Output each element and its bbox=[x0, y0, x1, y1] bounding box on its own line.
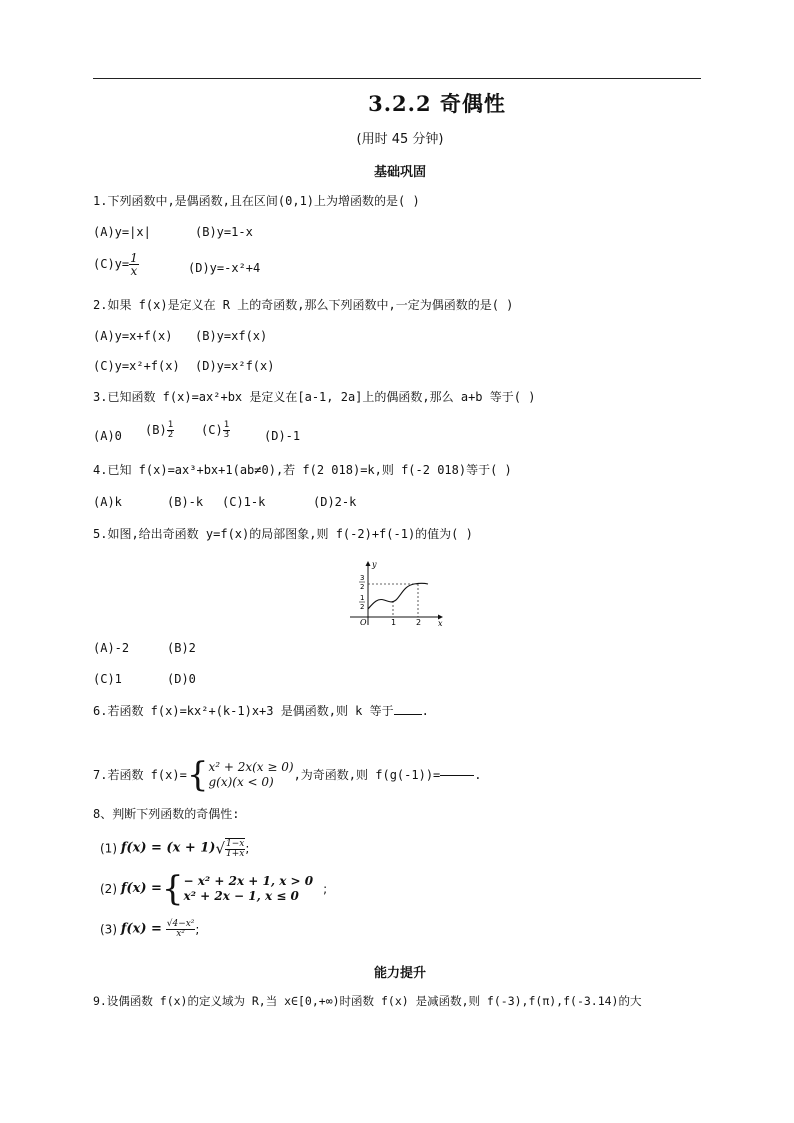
q2-option-c: (C)y=x²+f(x) bbox=[93, 359, 180, 373]
q9-stem: 9.设偶函数 f(x)的定义域为 R,当 x∈[0,+∞)时函数 f(x) 是减函数,则 f(-3),f(π),f(-3.14)的大 bbox=[93, 994, 642, 1008]
q5-option-b: (B)2 bbox=[167, 641, 196, 655]
q3-b-denominator: 2 bbox=[167, 430, 174, 440]
q1-option-c-fraction bbox=[129, 252, 139, 277]
q5-stem: 5.如图,给出奇函数 y=f(x)的局部图象,则 f(-2)+f(-1)的值为( ) bbox=[93, 527, 473, 541]
x-tick-one: 1 bbox=[391, 618, 397, 627]
q8-part-1-lhs: f(x) = (x + 1) bbox=[120, 840, 216, 856]
q3-option-b-label: (B) bbox=[145, 423, 167, 437]
q3-c-numerator: 1 bbox=[223, 420, 230, 430]
q8-part-2-end: ; bbox=[323, 882, 328, 896]
q1-option-c bbox=[93, 252, 139, 277]
q7-prefix: 7.若函数 f(x)= bbox=[93, 768, 187, 782]
q3-option-d: (D)-1 bbox=[264, 429, 301, 443]
q4-option-a: (A)k bbox=[93, 495, 122, 509]
q1-option-a: (A)y=|x| bbox=[93, 225, 151, 239]
q3-b-fraction bbox=[167, 421, 174, 440]
q7-middle: ,为奇函数,则 f(g(-1))= bbox=[293, 768, 441, 782]
q8-part-1 bbox=[100, 838, 249, 859]
q8-part-3-fraction bbox=[166, 920, 196, 939]
q6-line bbox=[93, 703, 429, 719]
q8-part-2-case-2: x² + 2x − 1, x ≤ 0 bbox=[183, 889, 299, 903]
q7-line bbox=[93, 755, 482, 795]
q8-part-2-case-1: − x² + 2x + 1, x > 0 bbox=[183, 874, 314, 888]
origin-label: O bbox=[360, 618, 367, 627]
q4-stem: 4.已知 f(x)=ax³+bx+1(ab≠0),若 f(2 018)=k,则 f(-2 018)等于( ) bbox=[93, 463, 512, 477]
q6-stem: 6.若函数 f(x)=kx²+(k-1)x+3 是偶函数,则 k 等于 bbox=[93, 704, 394, 718]
q7-case-1: x² + 2x(x ≥ 0) bbox=[208, 760, 294, 774]
q3-b-numerator: 1 bbox=[167, 420, 174, 430]
y-tick-low-numerator: 1 bbox=[360, 594, 365, 602]
q8-part-2-lhs: f(x) = bbox=[120, 881, 162, 896]
header-rule bbox=[93, 78, 701, 79]
q8-part-2-cases bbox=[184, 874, 314, 904]
q4-option-b: (B)-k bbox=[167, 495, 204, 509]
q8-part-1-numerator: 1−x bbox=[226, 839, 245, 849]
q8-part-3-numerator: √4−x² bbox=[166, 919, 195, 929]
x-axis-label: x bbox=[438, 619, 443, 628]
y-tick-top-numerator: 3 bbox=[360, 574, 365, 582]
time-note: (用时 45 分钟) bbox=[356, 132, 444, 147]
q3-c-fraction bbox=[223, 421, 230, 440]
q4-option-d: (D)2-k bbox=[313, 495, 357, 509]
function-curve bbox=[368, 583, 428, 609]
q2-option-b: (B)y=xf(x) bbox=[195, 329, 268, 343]
q5-function-graph bbox=[338, 558, 450, 628]
q8-part-1-label: (1) bbox=[100, 841, 117, 856]
q8-stem: 8、判断下列函数的奇偶性: bbox=[93, 807, 240, 821]
y-tick-top-denominator: 2 bbox=[360, 583, 365, 591]
q7-answer-blank bbox=[440, 775, 474, 776]
q1-c-numerator: 1 bbox=[130, 251, 138, 265]
q8-part-2-brace: { bbox=[161, 869, 184, 909]
q3-option-c bbox=[201, 421, 230, 440]
q8-part-2-label: (2) bbox=[100, 882, 117, 896]
q8-part-3-end: ; bbox=[195, 922, 200, 937]
q8-part-3-denominator: x² bbox=[176, 929, 185, 939]
x-tick-two: 2 bbox=[416, 618, 422, 627]
q1-stem: 1.下列函数中,是偶函数,且在区间(0,1)上为增函数的是( ) bbox=[93, 194, 420, 208]
q8-part-1-radical: √ bbox=[215, 839, 226, 858]
q4-option-c: (C)1-k bbox=[222, 495, 266, 509]
q8-part-3-lhs: f(x) = bbox=[120, 921, 162, 937]
q8-part-3-label: (3) bbox=[100, 922, 117, 937]
q2-option-d: (D)y=x²f(x) bbox=[195, 359, 275, 373]
q8-part-2 bbox=[100, 869, 328, 909]
section-heading-basic: 基础巩固 bbox=[373, 165, 426, 180]
q2-option-a: (A)y=x+f(x) bbox=[93, 329, 173, 343]
q3-option-c-label: (C) bbox=[201, 423, 223, 437]
y-axis-label: y bbox=[372, 560, 377, 569]
q5-option-c: (C)1 bbox=[93, 672, 122, 686]
q5-option-d: (D)0 bbox=[167, 672, 196, 686]
page-title: 3.2.2 奇偶性 bbox=[368, 91, 506, 116]
q5-option-a: (A)-2 bbox=[93, 641, 130, 655]
q7-cases bbox=[208, 760, 293, 790]
q8-part-1-fraction bbox=[225, 838, 245, 859]
q8-part-1-denominator: 1+x bbox=[226, 849, 245, 859]
q1-option-b: (B)y=1-x bbox=[195, 225, 253, 239]
q8-part-3 bbox=[100, 920, 199, 939]
q7-period: . bbox=[474, 768, 482, 782]
q7-case-2: g(x)(x < 0) bbox=[208, 775, 274, 789]
q2-stem: 2.如果 f(x)是定义在 R 上的奇函数,那么下列函数中,一定为偶函数的是( ) bbox=[93, 298, 514, 312]
q3-c-denominator: 3 bbox=[223, 430, 230, 440]
y-tick-low-denominator: 2 bbox=[360, 603, 365, 611]
q7-brace: { bbox=[186, 755, 209, 795]
q1-c-denominator: x bbox=[130, 264, 138, 278]
q6-period: . bbox=[421, 704, 429, 718]
q3-stem: 3.已知函数 f(x)=ax²+bx 是定义在[a-1, 2a]上的偶函数,那么 a+b 等于( ) bbox=[93, 390, 536, 404]
section-heading-advanced: 能力提升 bbox=[373, 966, 426, 981]
q3-option-b bbox=[145, 421, 174, 440]
q8-part-1-end: ; bbox=[245, 841, 250, 856]
q1-option-c-label: (C)y= bbox=[93, 257, 130, 271]
q6-answer-blank bbox=[394, 714, 422, 715]
q1-option-d: (D)y=-x²+4 bbox=[188, 261, 261, 275]
q3-option-a: (A)0 bbox=[93, 429, 122, 443]
